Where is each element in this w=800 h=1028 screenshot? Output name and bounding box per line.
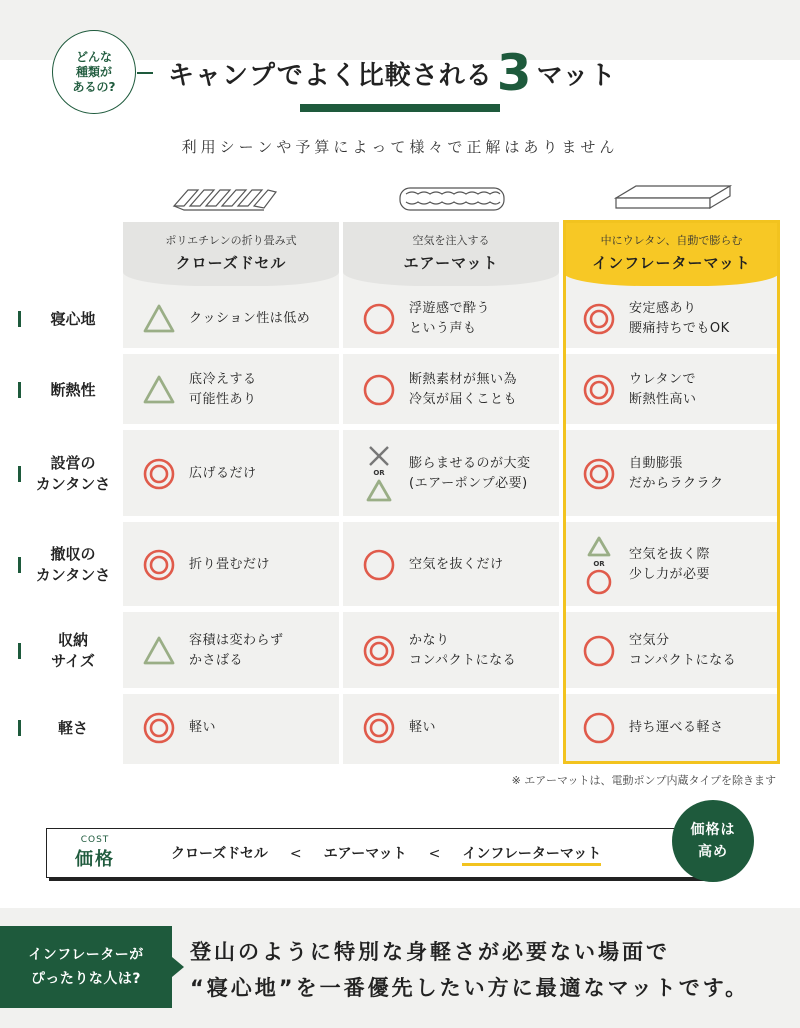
rating-symbol: [139, 545, 179, 585]
recommendation-tag: [0, 926, 172, 1008]
row-label-bar: [18, 382, 21, 398]
or-label: OR: [593, 560, 605, 568]
table-cell: [343, 352, 559, 428]
cell-text-line: (エアーポンプ必要): [409, 476, 528, 491]
row-label-line: 軽さ: [57, 718, 88, 737]
tag-line: インフレーターが: [28, 947, 144, 963]
row-label-text: [35, 544, 111, 586]
double-circle-mark-icon: [582, 457, 616, 491]
cell-text-line: 空気分: [629, 633, 670, 648]
air-mat-illustration: [396, 182, 508, 216]
cell-text: [189, 370, 257, 410]
table-cell: [343, 610, 559, 692]
cell-text: [629, 631, 736, 671]
cost-ranking: [171, 843, 601, 863]
recommendation-line: 登山のように特別な身軽さが必要ない場面で: [190, 940, 670, 964]
table-cell: [123, 428, 339, 520]
table-cell: [123, 286, 339, 352]
tag-line: ぴったりな人は?: [30, 971, 142, 987]
badge-line: あるの?: [72, 79, 116, 94]
price-badge-line: 価格は: [690, 822, 736, 838]
row-label-line: カンタンさ: [35, 475, 111, 493]
double-circle-mark-icon: [582, 302, 616, 336]
row-label-text: [35, 380, 111, 401]
cell-text-line: ウレタンで: [629, 372, 696, 387]
cell-text-line: 浮遊感で酔う: [409, 301, 491, 316]
table-cell: [563, 520, 780, 610]
circle-mark-icon: [582, 634, 616, 668]
row-label-line: 設営の: [50, 454, 96, 472]
rating-symbol: [359, 708, 399, 748]
title-number: 3: [496, 44, 533, 102]
symbol-stack: [365, 443, 393, 505]
column-header-sub: 中にウレタン、自動で膨らむ: [600, 234, 743, 247]
cost-separator: <: [428, 846, 441, 862]
cell-text: [409, 299, 490, 339]
rating-symbol: [139, 454, 179, 494]
rating-symbol: [139, 631, 179, 671]
cell-text-line: だからラクラク: [629, 476, 724, 491]
cell-text-line: 断熱性高い: [629, 392, 697, 407]
double-circle-mark-icon: [142, 457, 176, 491]
page-title: [168, 44, 617, 102]
table-cell: [343, 692, 559, 764]
footnote: ※ エアーマットは、電動ポンプ内蔵タイプを除きます: [511, 774, 776, 787]
cell-text-line: 軽い: [409, 720, 437, 735]
rating-symbol: [579, 299, 619, 339]
table-cell: [563, 428, 780, 520]
cell-text-line: 底冷えする: [189, 372, 257, 387]
rating-symbol: [139, 299, 179, 339]
cell-text-line: 容積は変わらず: [189, 633, 284, 648]
or-label: OR: [373, 469, 385, 477]
triangle-mark-icon: [142, 634, 176, 668]
row-label-bar: [18, 466, 21, 482]
cell-text-line: 可能性あり: [189, 392, 257, 407]
cost-separator: <: [289, 846, 302, 862]
row-label-bar: [18, 557, 21, 573]
circle-mark-icon: [585, 568, 613, 596]
cell-text-line: 軽い: [189, 720, 217, 735]
cell-text: [189, 555, 270, 575]
table-cell: [343, 520, 559, 610]
rating-symbol: [359, 545, 399, 585]
row-label: [18, 352, 114, 428]
row-label-line: 断熱性: [50, 380, 96, 399]
row-label-line: カンタンさ: [35, 566, 111, 584]
table-cell: [343, 286, 559, 352]
row-label-bar: [18, 643, 21, 659]
table-cell: [123, 692, 339, 764]
double-circle-mark-icon: [362, 711, 396, 745]
row-label-bar: [18, 720, 21, 736]
cell-text-line: 持ち運べる軽さ: [629, 720, 724, 735]
cell-text-line: 少し力が必要: [629, 567, 711, 582]
table-cell: [563, 352, 780, 428]
cell-text: [629, 370, 697, 410]
triangle-mark-icon: [142, 302, 176, 336]
cell-text: [189, 718, 216, 738]
row-label-text: [35, 718, 111, 739]
cross-mark-icon: [366, 443, 392, 469]
cell-text: [189, 631, 284, 671]
row-label: [18, 610, 114, 692]
column-header-sub: ポリエチレンの折り畳み式: [165, 234, 297, 247]
cell-text-line: 膨らませるのが大変: [409, 456, 531, 471]
cell-text-line: 腰痛持ちでもOK: [629, 321, 730, 336]
table-cell: [563, 692, 780, 764]
title-pre: キャンプでよく比較される: [168, 61, 493, 91]
table-cell: [123, 520, 339, 610]
row-label: [18, 428, 114, 520]
column-header-sub: 空気を注入する: [412, 234, 490, 247]
cell-text-line: コンパクトになる: [409, 653, 517, 668]
cost-item: クローズドセル: [171, 846, 268, 862]
rating-symbol: [359, 443, 399, 505]
column-header-closed-cell: [123, 222, 339, 286]
row-label-text: [35, 453, 111, 495]
cell-text-line: クッション性は低め: [189, 311, 311, 326]
row-label: [18, 520, 114, 610]
cell-text-line: コンパクトになる: [629, 653, 737, 668]
circle-mark-icon: [362, 302, 396, 336]
question-badge: [52, 30, 136, 114]
price-high-badge: [672, 800, 754, 882]
circle-mark-icon: [582, 711, 616, 745]
cell-text: [409, 370, 517, 410]
rating-symbol: [579, 370, 619, 410]
rating-symbol: [359, 299, 399, 339]
badge-line: どんな: [75, 49, 112, 64]
cell-text-line: 冷気が届くことも: [409, 392, 518, 407]
cell-text: [629, 545, 710, 585]
rating-symbol: [579, 534, 619, 596]
cell-text: [409, 631, 516, 671]
row-label-text: [35, 309, 111, 330]
rating-symbol: [139, 708, 179, 748]
circle-mark-icon: [362, 373, 396, 407]
double-circle-mark-icon: [142, 548, 176, 582]
triangle-mark-icon: [365, 477, 393, 505]
page-subtitle: 利用シーンや予算によって様々で正解はありません: [181, 138, 619, 156]
cost-label-jp: 価格: [75, 849, 115, 870]
cell-text-line: かなり: [409, 633, 450, 648]
cost-item-highlight: インフレーターマット: [462, 846, 601, 866]
cell-text: [409, 555, 504, 575]
rating-symbol: [579, 454, 619, 494]
cell-text-line: 断熱素材が無い為: [409, 372, 518, 387]
cell-text-line: 自動膨張: [629, 456, 684, 471]
cell-text-line: 空気を抜く際: [629, 547, 711, 562]
cell-text: [629, 718, 724, 738]
cell-text: [409, 454, 531, 494]
cell-text-line: 安定感あり: [629, 301, 697, 316]
cell-text-line: という声も: [409, 321, 477, 336]
column-header-air-mat: [343, 222, 559, 286]
badge-line: 種類が: [75, 64, 112, 79]
table-cell: [563, 286, 780, 352]
row-label-line: 撤収の: [50, 545, 96, 563]
table-cell: [123, 352, 339, 428]
row-label-text: [35, 630, 111, 672]
folded-foam-mat-illustration: [170, 182, 280, 216]
cell-text: [189, 309, 310, 329]
table-cell: [123, 610, 339, 692]
tag-arrow: [172, 957, 184, 977]
double-circle-mark-icon: [362, 634, 396, 668]
rating-symbol: [579, 708, 619, 748]
column-header-main: インフレーターマット: [592, 254, 751, 272]
cell-text: [629, 299, 730, 339]
table-cell: [563, 610, 780, 692]
table-cell: [343, 428, 559, 520]
column-header-main: クローズドセル: [175, 254, 287, 272]
triangle-mark-icon: [142, 373, 176, 407]
recommendation-text: [190, 934, 749, 1006]
rating-symbol: [579, 631, 619, 671]
cell-text-line: 広げるだけ: [189, 466, 257, 481]
cost-comparison-box: [46, 828, 710, 878]
cost-label: [75, 835, 115, 871]
cost-label-en: COST: [80, 835, 110, 845]
recommendation-line: “寝心地”を一番優先したい方に最適なマットです。: [190, 976, 750, 1000]
row-label-bar: [18, 311, 21, 327]
badge-connector: [137, 72, 153, 74]
title-post: マット: [536, 61, 617, 91]
column-header-main: エアーマット: [403, 254, 499, 272]
cell-text-line: 折り畳むだけ: [189, 557, 271, 572]
row-label-line: 寝心地: [50, 309, 96, 328]
cell-text: [409, 718, 436, 738]
rating-symbol: [359, 370, 399, 410]
symbol-stack: [585, 534, 613, 596]
row-label: [18, 692, 114, 764]
inflator-mat-illustration: [612, 182, 734, 216]
rating-symbol: [359, 631, 399, 671]
double-circle-mark-icon: [142, 711, 176, 745]
row-label-line: サイズ: [51, 652, 95, 670]
circle-mark-icon: [362, 548, 396, 582]
title-underline: [300, 104, 500, 112]
row-label-line: 収納: [57, 631, 88, 649]
price-badge-line: 高め: [698, 844, 728, 860]
row-label: [18, 286, 114, 352]
cell-text: [189, 464, 257, 484]
cell-text-line: 空気を抜くだけ: [409, 557, 504, 572]
cell-text: [629, 454, 724, 494]
cost-item: エアーマット: [323, 846, 407, 862]
column-header-inflator: [563, 222, 780, 286]
double-circle-mark-icon: [582, 373, 616, 407]
rating-symbol: [139, 370, 179, 410]
triangle-mark-icon: [586, 534, 612, 560]
cell-text-line: かさばる: [189, 653, 244, 668]
